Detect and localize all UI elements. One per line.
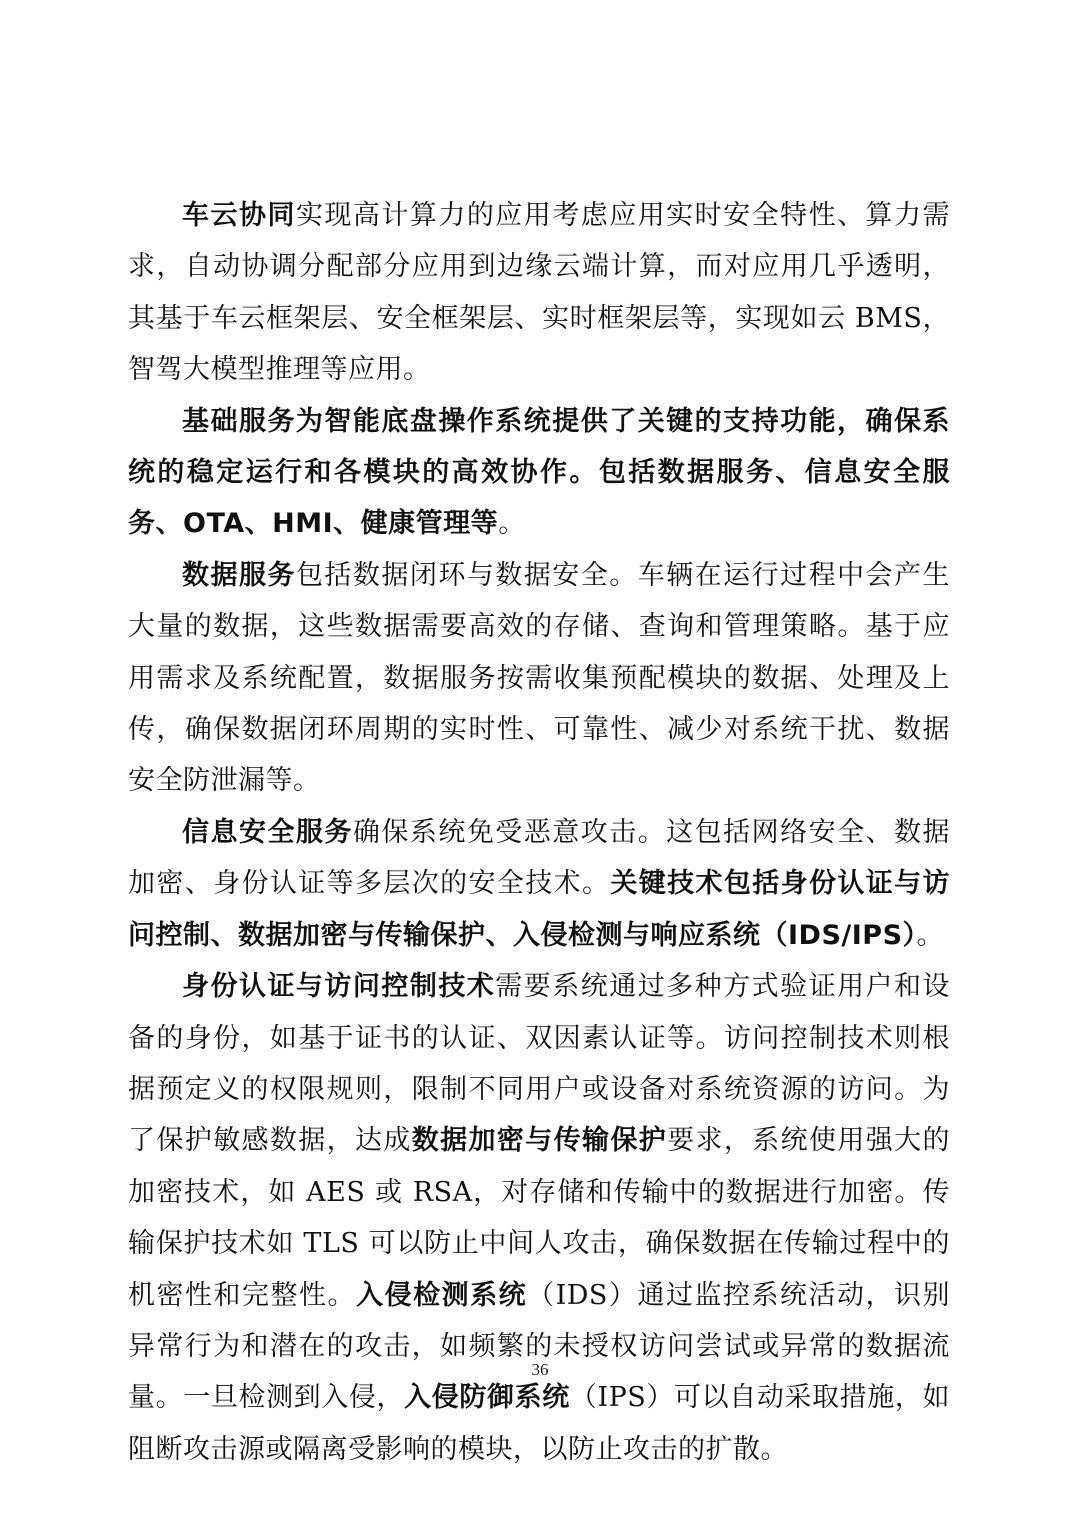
paragraph: [128, 961, 950, 1475]
text-segment: 确保系统免受恶意攻击。这包括网络安全、数据加密、身份认证等多层次的安全技术。: [128, 816, 951, 900]
bold-text-segment: 数据服务: [182, 559, 296, 591]
bold-text-segment: 数据加密与传输保护: [411, 1125, 668, 1157]
paragraph: [128, 396, 950, 550]
text-segment: 。: [916, 919, 945, 951]
text-segment: 需要系统通过多种方式验证用户和设备的身份，如基于证书的认证、双因素认证等。访问控制技术则根据预定义的权限规则，限制不同用户或设备对系统资源的访问。为了保护敏感数据，达成: [128, 971, 951, 1157]
bold-text-segment: 关键技术包括身份认证与访问控制、数据加密与传输保护、入侵检测与响应系统（IDS/IPS）: [128, 868, 950, 951]
text-segment: 实现高计算力的应用考虑应用实时安全特性、算力需求，自动协调分配部分应用到边缘云端计算，而对应用几乎透明，其基于车云框架层、安全框架层、实时框架层等，实现如云 BMS，智驾大模型推理等应用。: [128, 200, 951, 386]
paragraph: [128, 190, 950, 396]
text-segment: 要求，系统使用强大的加密技术，如 AES 或 RSA，对存储和传输中的数据进行加密。传输保护技术如 TLS 可以防止中间人攻击，确保数据在传输过程中的机密性和完整性。: [128, 1125, 950, 1311]
page-number: 36: [531, 1360, 549, 1379]
paragraph: [128, 550, 950, 807]
body-text: [128, 190, 950, 1475]
text-segment: 。: [498, 508, 526, 540]
bold-text-segment: 信息安全服务: [182, 816, 353, 848]
text-segment: （IDS）通过监控系统活动，识别异常行为和潜在的攻击，如频繁的未授权访问尝试或异常的数据流量。一旦检测到入侵，: [128, 1279, 951, 1414]
bold-text-segment: 入侵检测系统: [356, 1279, 528, 1311]
bold-text-segment: 车云协同: [182, 200, 296, 231]
bold-text-segment: 基础服务为智能底盘操作系统提供了关键的支持功能，确保系统的稳定运行和各模块的高效协作。包括数据服务、信息安全服务、OTA、HMI、健康管理等: [128, 405, 950, 540]
bold-text-segment: 入侵防御系统: [404, 1382, 570, 1414]
text-segment: （IPS）可以自动采取措施，如阻断攻击源或隔离受影响的模块，以防止攻击的扩散。: [128, 1382, 951, 1465]
text-segment: 包括数据闭环与数据安全。车辆在运行过程中会产生大量的数据，这些数据需要高效的存储、查询和管理策略。基于应用需求及系统配置，数据服务按需收集预配模块的数据、处理及上传，确保数据闭环周期的实时性、可靠性、减少对系统干扰、数据安全防泄漏等。: [128, 559, 951, 797]
paragraph: [128, 807, 950, 961]
bold-text-segment: 身份认证与访问控制技术: [182, 971, 496, 1003]
